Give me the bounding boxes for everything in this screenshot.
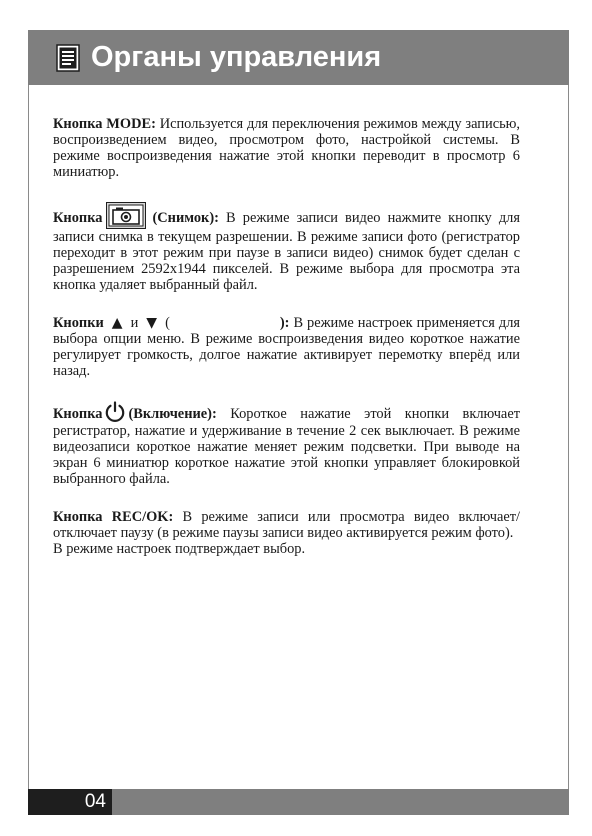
down-arrow-icon: ▼ [146,315,158,331]
up-arrow-icon: ▲ [111,315,123,331]
arrows-paren-close: ): [279,315,290,331]
content-body [53,116,520,557]
arrows-label-prefix: Кнопки [53,315,104,331]
snapshot-label-suffix: (Снимок): [152,210,219,226]
paragraph-arrows [53,315,520,379]
power-text: Короткое нажатие этой кнопки включает регистратор, нажатие и удерживание в течение 2 сек выключает. В режиме видеозаписи короткое нажатие меняет режим подсветки. При выводе на экран 6 миниатюр короткое нажатие этой кнопки управляет блокировкой выбранного файла. [53,406,520,487]
mode-label: Кнопка MODE: [53,116,156,132]
recok-label: Кнопка REC/OK: [53,509,174,525]
paragraph-snapshot [53,202,520,293]
page-number: 04 [84,791,106,812]
arrows-and: и [130,315,139,331]
snapshot-text: В режиме записи видео нажмите кнопку для записи снимка в текущем разрешении. В режиме записи фото (регистратор переходит в этот режим при паузе в записи видео) снимок будет сделан с разрешением 2592х1944 пикселей. В режиме выбора для просмотра эта кнопка удаляет выбранный файл. [53,210,520,293]
mode-text: Используется для переключения режимов между записью, воспроизведением видео, просмотром фото, настройкой системы. В режиме воспроизведения нажатие этой кнопки переводит в просмотр 6 миниатюр. [53,116,520,180]
document-icon [55,43,81,73]
recok-text: В режиме записи или просмотра видео включает/отключает паузу (в режиме паузы записи видео активируется режим фото). [53,509,521,541]
power-label-prefix: Кнопка [53,406,103,422]
arrows-text: В режиме настроек применяется для выбора опции меню. В режиме воспроизведения видео короткое нажатие регулирует громкость, долгое нажатие активирует перемотку вперёд или назад. [53,315,520,379]
snapshot-label-prefix: Кнопка [53,210,103,226]
camera-icon [106,202,146,229]
arrows-paren-open: ( [165,315,170,331]
footer-page-block [28,789,112,815]
recok-text2: В режиме настроек подтверждает выбор. [53,541,306,557]
power-icon [104,401,126,423]
paragraph-mode [53,116,520,180]
paragraph-recok [53,509,520,557]
page-header [28,30,569,85]
page-title: Органы управления [91,41,382,73]
paragraph-power [53,401,520,487]
power-label-suffix: (Включение): [128,406,217,422]
